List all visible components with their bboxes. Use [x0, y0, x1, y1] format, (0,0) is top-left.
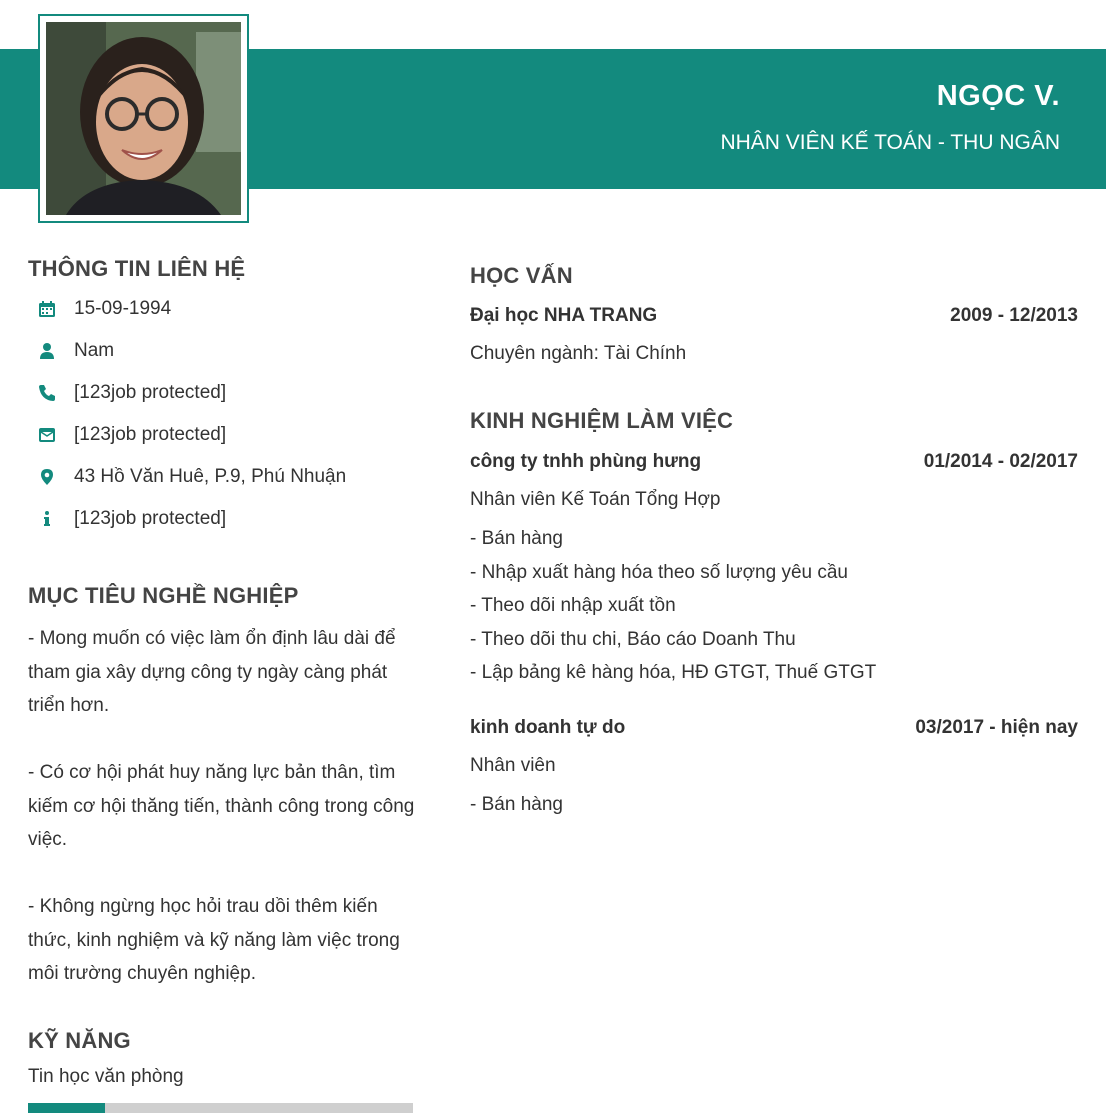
skill-level-bar — [28, 1103, 413, 1113]
list-item: - Nhập xuất hàng hóa theo số lượng yêu cầu — [470, 561, 848, 583]
education-major: Chuyên ngành: Tài Chính — [470, 343, 687, 364]
user-icon — [28, 342, 66, 360]
experience-position: Nhân viên — [470, 755, 556, 776]
envelope-icon — [28, 426, 66, 444]
candidate-name: NGỌC V. — [936, 80, 1060, 112]
contact-value: Nam — [74, 340, 115, 361]
contact-value: 43 Hồ Văn Huê, P.9, Phú Nhuận — [74, 466, 347, 487]
experience-task-list — [470, 522, 876, 690]
education-heading: HỌC VẤN — [470, 263, 573, 288]
experience-period: 01/2014 - 02/2017 — [923, 451, 1078, 472]
objective-heading: MỤC TIÊU NGHỀ NGHIỆP — [28, 583, 299, 608]
objective-paragraph: - Mong muốn có việc làm ổn định lâu dài để tham gia xây dựng công ty ngày càng phát triển hơn. — [28, 628, 396, 716]
objective-paragraph: - Có cơ hội phát huy năng lực bản thân, tìm kiếm cơ hội thăng tiến, thành công trong công việc. — [28, 762, 415, 850]
experience-position: Nhân viên Kế Toán Tổng Hợp — [470, 489, 721, 510]
list-item: - Theo dõi thu chi, Báo cáo Doanh Thu — [470, 628, 796, 650]
profile-photo-frame — [38, 14, 249, 223]
education-school: Đại học NHA TRANG — [470, 305, 658, 326]
contact-info — [28, 504, 408, 534]
list-item: - Lập bảng kê hàng hóa, HĐ GTGT, Thuế GTGT — [470, 662, 877, 683]
contact-address — [28, 462, 408, 492]
contact-value: 15-09-1994 — [74, 298, 172, 319]
contact-gender — [28, 336, 408, 366]
experience-company: công ty tnhh phùng hưng — [470, 451, 702, 472]
contact-value: [123job protected] — [74, 424, 227, 445]
experience-heading: KINH NGHIỆM LÀM VIỆC — [470, 408, 734, 433]
contact-birthdate — [28, 294, 408, 324]
skills-heading: KỸ NĂNG — [28, 1028, 131, 1053]
skill-level-fill — [28, 1103, 105, 1113]
info-icon — [28, 510, 66, 528]
objective-text — [28, 622, 418, 1024]
calendar-icon — [28, 300, 66, 318]
map-marker-icon — [28, 468, 66, 486]
list-item: - Bán hàng — [470, 794, 563, 815]
experience-task-list — [470, 788, 563, 822]
experience-company: kinh doanh tự do — [470, 717, 626, 738]
profile-photo — [46, 22, 241, 215]
skill-name: Tin học văn phòng — [28, 1066, 184, 1087]
list-item: - Theo dõi nhập xuất tồn — [470, 595, 676, 616]
contact-phone — [28, 378, 408, 408]
objective-paragraph: - Không ngừng học hỏi trau dồi thêm kiến thức, kinh nghiệm và kỹ năng làm việc trong môi trường chuyên nghiệp. — [28, 896, 400, 984]
contact-heading: THÔNG TIN LIÊN HỆ — [28, 256, 246, 281]
list-item: - Bán hàng — [470, 528, 563, 549]
contact-value: [123job protected] — [74, 382, 227, 403]
candidate-job-title: NHÂN VIÊN KẾ TOÁN - THU NGÂN — [720, 131, 1060, 154]
education-period: 2009 - 12/2013 — [950, 305, 1078, 326]
phone-icon — [28, 384, 66, 402]
contact-value: [123job protected] — [74, 508, 227, 529]
experience-period: 03/2017 - hiện nay — [915, 717, 1078, 738]
contact-email — [28, 420, 408, 450]
